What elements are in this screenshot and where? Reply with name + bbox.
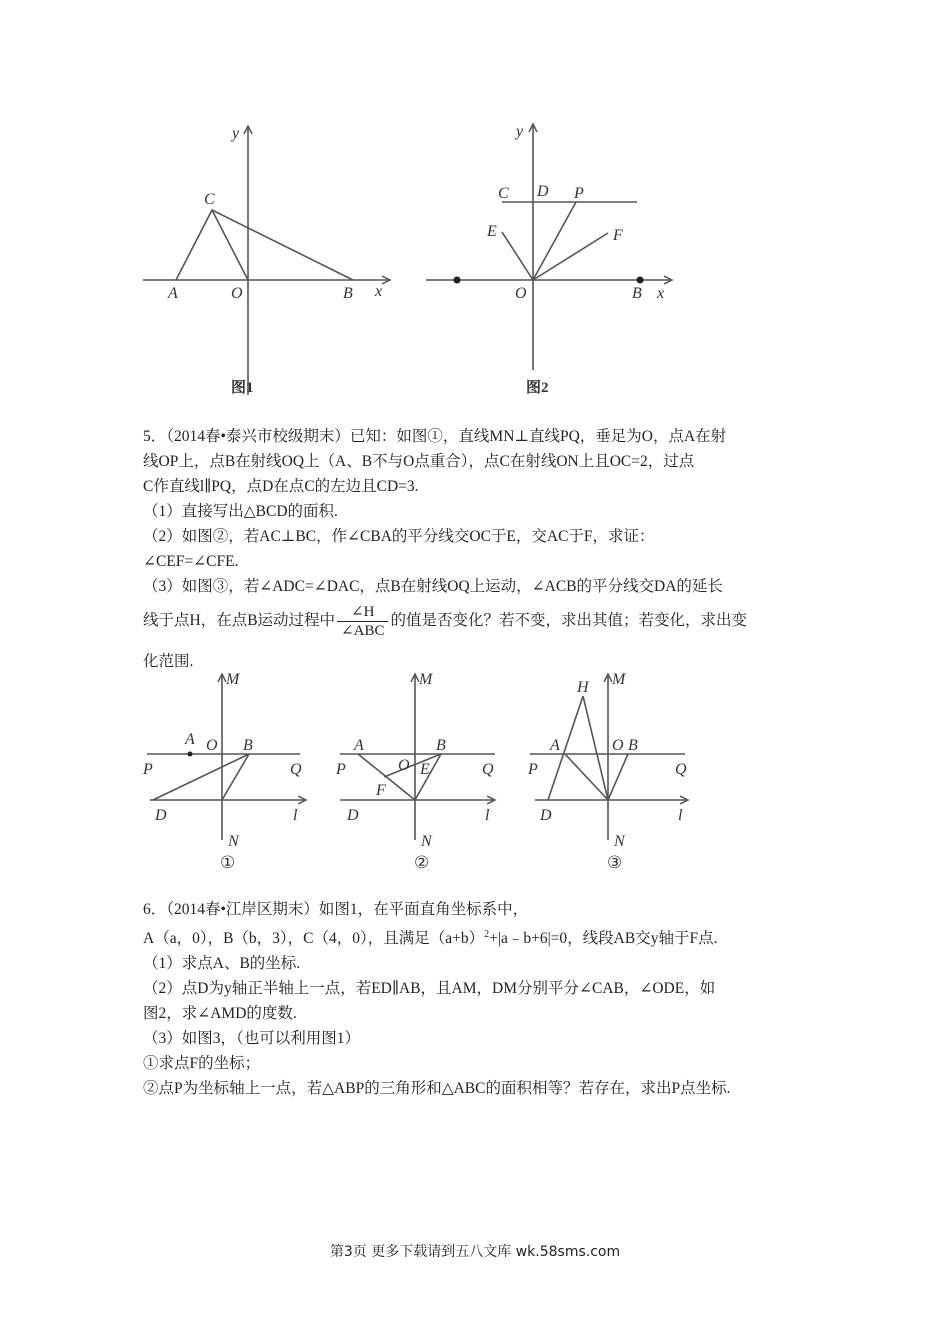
label-b: B [343, 285, 353, 302]
label-h: H [577, 679, 589, 696]
label-x: x [657, 285, 665, 302]
top-figures [0, 0, 950, 410]
figure-2-caption: 图2 [526, 380, 549, 396]
label-q: Q [482, 761, 494, 778]
fraction-numerator: ∠H [337, 603, 388, 622]
exponent: 2 [484, 929, 490, 940]
q3-pre-text: 线于点H，在点B运动过程中 [143, 612, 336, 629]
figure-circle-1 [142, 671, 306, 872]
label-b: B [436, 737, 446, 754]
label-p: P [528, 761, 538, 778]
label-m: M [612, 671, 626, 688]
label-m: M [226, 671, 240, 688]
problem-5-line-3: C作直线l∥PQ，点D在点C的左边且CD=3. [143, 478, 419, 495]
problem-6-q1: （1）求点A、B的坐标. [143, 955, 301, 973]
label-o: O [612, 737, 624, 754]
point-a [454, 277, 461, 284]
label-f: F [376, 782, 386, 799]
label-q: Q [675, 761, 687, 778]
label-o: O [398, 757, 410, 774]
figure-1-caption: 图1 [231, 380, 254, 396]
figure-circle-2 [335, 671, 495, 872]
problem-6-q3: （3）如图3，（也可以利用图1） [143, 1030, 361, 1048]
triangle-abc [176, 210, 353, 280]
label-l: l [293, 807, 298, 824]
ray-of [533, 233, 608, 280]
problem-5-q2-b: ∠CEF=∠CFE. [143, 553, 239, 570]
point-b [637, 277, 644, 284]
label-d: D [540, 807, 552, 824]
label-p: P [143, 761, 153, 778]
problem-5 [143, 424, 823, 674]
label-c: C [498, 185, 509, 202]
problem-6-q3-2: ②点P为坐标轴上一点，若△ABP的三角形和△ABC的面积相等？若存在，求出P点坐标. [143, 1080, 731, 1098]
label-n: N [421, 833, 432, 850]
segment-bf [384, 754, 441, 777]
label-o: O [515, 285, 527, 302]
page-footer: 第3页 更多下载请到五八文库 wk.58sms.com [329, 1244, 621, 1260]
label-d: D [155, 807, 167, 824]
problem-6-q2-b: 图2，求∠AMD的度数. [143, 1005, 297, 1023]
ray-op [533, 202, 576, 280]
segment-hc [583, 696, 608, 800]
label-a: A [168, 285, 178, 302]
label-d: D [537, 183, 549, 200]
label-a: A [550, 737, 560, 754]
label-p: P [574, 185, 584, 202]
problem-5-line-2: 线OP上，点B在射线OQ上（A、B不与O点重合），点C在射线ON上且OC=2，过点 [143, 453, 695, 470]
point-a [188, 752, 193, 757]
label-c: C [204, 191, 215, 208]
label-q: Q [290, 761, 302, 778]
problem-5-q3-b [143, 599, 823, 643]
middle-figures [0, 660, 950, 880]
problem-6-q2-a: （2）点D为y轴正半轴上一点，若ED∥AB，且AM，DM分别平分∠CAB，∠ODE，如 [143, 980, 716, 998]
figure-circle-3 [527, 671, 688, 872]
line-2-pre: A（a，0），B（b，3），C（4，0），且满足（a+b） [143, 930, 485, 948]
problem-6-line-1: 6．（2014春•江岸区期末）如图1，在平面直角坐标系中， [143, 901, 529, 918]
label-e: E [487, 223, 497, 240]
fraction-denominator: ∠ABC [341, 622, 385, 639]
figure-3-caption: ③ [607, 853, 623, 872]
label-l: l [678, 807, 683, 824]
label-d: D [347, 807, 359, 824]
label-b: B [628, 737, 638, 754]
problem-5-q3-c: 化范围. [143, 653, 194, 670]
label-a: A [354, 737, 364, 754]
segment-cb [608, 754, 628, 800]
label-o: O [231, 285, 243, 302]
segment-ac [565, 754, 608, 800]
ray-oe [502, 232, 533, 280]
figure-1-coordinate [143, 125, 390, 396]
label-n: N [228, 833, 239, 850]
problem-5-line-1: 5．（2014春•泰兴市校级期末）已知：如图①，直线MN⊥直线PQ，垂足为O，点A在射 [143, 428, 727, 445]
line-2-post: +|a﹣b+6|=0，线段AB交y轴于F点. [489, 930, 718, 948]
label-b: B [243, 737, 253, 754]
label-p: P [336, 761, 346, 778]
label-a: A [185, 731, 195, 748]
fraction-h-over-abc [337, 603, 388, 640]
label-n: N [614, 833, 625, 850]
problem-5-q3-a: （3）如图③，若∠ADC=∠DAC，点B在射线OQ上运动，∠ACB的平分线交DA的延长 [143, 578, 723, 595]
label-e: E [420, 761, 430, 778]
figure-1-caption: ① [220, 853, 236, 872]
label-b: B [632, 285, 642, 302]
label-x: x [375, 283, 383, 300]
problem-6 [143, 897, 823, 1101]
problem-6-q3-1: ①求点F的坐标； [143, 1055, 261, 1073]
segment-co [212, 210, 248, 280]
label-f: F [613, 227, 623, 244]
problem-6-line-2 [143, 922, 823, 951]
label-m: M [419, 671, 433, 688]
problem-5-q2-a: （2）如图②，若AC⊥BC，作∠CBA的平分线交OC于E，交AC于F，求证： [143, 528, 655, 545]
figure-2-caption: ② [414, 853, 430, 872]
label-y: y [232, 125, 240, 142]
figure-2-coordinate [426, 123, 672, 396]
label-o: O [206, 737, 218, 754]
q3-post-text: 的值是否变化？若不变，求出其值；若变化，求出变 [390, 612, 747, 629]
problem-5-q1: （1）直接写出△BCD的面积. [143, 503, 338, 520]
label-l: l [485, 807, 490, 824]
label-y: y [516, 123, 524, 140]
